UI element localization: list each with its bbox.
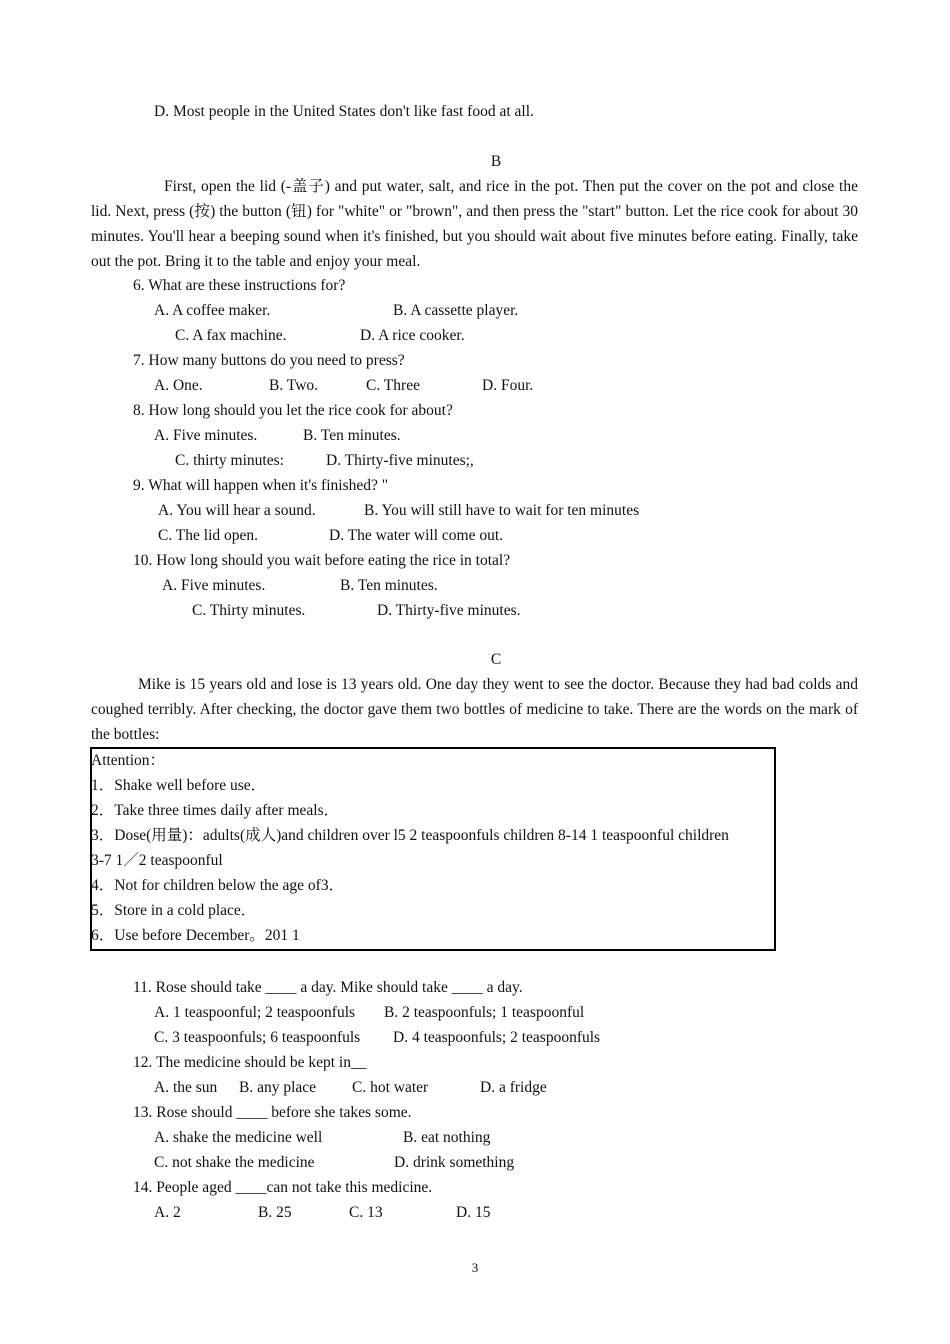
q13-option-b: B. eat nothing: [403, 1129, 491, 1146]
q11-option-c: C. 3 teaspoonfuls; 6 teaspoonfuls: [154, 1029, 361, 1046]
section-b-passage: First, open the lid (-盖子) and put water, salt, and rice in the pot. Then put the cover on the pot and close the lid. Next, press (按) the button (钮) for "white" or "brown", and then press the "start" button. Let the rice cook for about 30 minutes. You'll hear a beeping sound when it's finished, but you should wait about five minutes before eating. Finally, take out the pot. Bring it to the table and enjoy your meal.: [91, 178, 858, 270]
question-13: 13. Rose should ____ before she takes some.: [133, 1104, 412, 1121]
q9-option-a: A. You will hear a sound.: [158, 502, 316, 519]
question-8: 8. How long should you let the rice cook for about?: [133, 402, 453, 419]
q12-option-c: C. hot water: [352, 1079, 429, 1096]
q9-option-c: C. The lid open.: [158, 527, 259, 544]
q7-option-b: B. Two.: [269, 377, 319, 394]
question-14: 14. People aged ____can not take this medicine.: [133, 1179, 433, 1196]
box-line-2: 2．Take three times daily after meals．: [91, 802, 340, 819]
q10-option-d: D. Thirty-five minutes.: [377, 602, 521, 619]
q10-option-a: A. Five minutes.: [162, 577, 266, 594]
q11-option-d: D. 4 teaspoonfuls; 2 teaspoonfuls: [393, 1029, 601, 1046]
q8-option-d: D. Thirty-five minutes;,: [326, 452, 474, 469]
question-10: 10. How long should you wait before eating the rice in total?: [133, 552, 511, 569]
section-c-passage: Mike is 15 years old and lose is 13 years old. One day they went to see the doctor. Because they had bad colds and coughed terribly. After checking, the doctor gave them two bottles of medicine to take. There are the words on the mark of the bottles:: [91, 676, 858, 743]
q8-option-a: A. Five minutes.: [154, 427, 258, 444]
q13-option-c: C. not shake the medicine: [154, 1154, 315, 1171]
q12-option-b: B. any place: [239, 1079, 317, 1096]
q12-option-a: A. the sun: [154, 1079, 218, 1096]
box-line-5: 5．Store in a cold place．: [91, 902, 257, 919]
box-line-4: 4．Not for children below the age of3．: [91, 877, 345, 894]
box-title: Attention：: [91, 752, 166, 769]
q7-option-d: D. Four.: [482, 377, 534, 394]
q9-option-b: B. You will still have to wait for ten minutes: [364, 502, 640, 519]
question-9: 9. What will happen when it's finished? ": [133, 477, 389, 494]
box-line-3: 3．Dose(用量)：adults(成人)and children over l5 2 teaspoonfuls children 8-14 1 teaspoonful children: [91, 827, 729, 844]
q6-option-c: C. A fax machine.: [175, 327, 287, 344]
previous-question-option-d: D. Most people in the United States don't like fast food at all.: [154, 103, 534, 120]
question-12: 12. The medicine should be kept in__: [133, 1054, 367, 1071]
q13-option-d: D. drink something: [394, 1154, 515, 1171]
section-c-heading: C: [490, 651, 502, 668]
q6-option-b: B. A cassette player.: [393, 302, 519, 319]
question-11: 11. Rose should take ____ a day. Mike should take ____ a day.: [133, 979, 523, 996]
box-line-6: 6．Use before December。201 1: [91, 927, 300, 944]
q12-option-d: D. a fridge: [480, 1079, 547, 1096]
box-line-3-cont: 3-7 1／2 teaspoonful: [91, 852, 223, 869]
question-6: 6. What are these instructions for?: [133, 277, 346, 294]
q14-option-a: A. 2: [154, 1204, 181, 1221]
q9-option-d: D. The water will come out.: [329, 527, 504, 544]
box-line-1: 1．Shake well before use．: [91, 777, 267, 794]
q14-option-d: D. 15: [456, 1204, 491, 1221]
q6-option-a: A. A coffee maker.: [154, 302, 271, 319]
q8-option-c: C. thirty minutes:: [175, 452, 284, 469]
page-number: 3: [471, 1260, 479, 1275]
q11-option-b: B. 2 teaspoonfuls; 1 teaspoonful: [384, 1004, 585, 1021]
q14-option-b: B. 25: [258, 1204, 292, 1221]
q10-option-c: C. Thirty minutes.: [192, 602, 306, 619]
q7-option-c: C. Three: [366, 377, 420, 394]
q7-option-a: A. One.: [154, 377, 203, 394]
q13-option-a: A. shake the medicine well: [154, 1129, 323, 1146]
q11-option-a: A. 1 teaspoonful; 2 teaspoonfuls: [154, 1004, 356, 1021]
section-b-heading: B: [490, 153, 502, 170]
q6-option-d: D. A rice cooker.: [360, 327, 465, 344]
question-7: 7. How many buttons do you need to press?: [133, 352, 405, 369]
q8-option-b: B. Ten minutes.: [303, 427, 401, 444]
q14-option-c: C. 13: [349, 1204, 383, 1221]
q10-option-b: B. Ten minutes.: [340, 577, 438, 594]
